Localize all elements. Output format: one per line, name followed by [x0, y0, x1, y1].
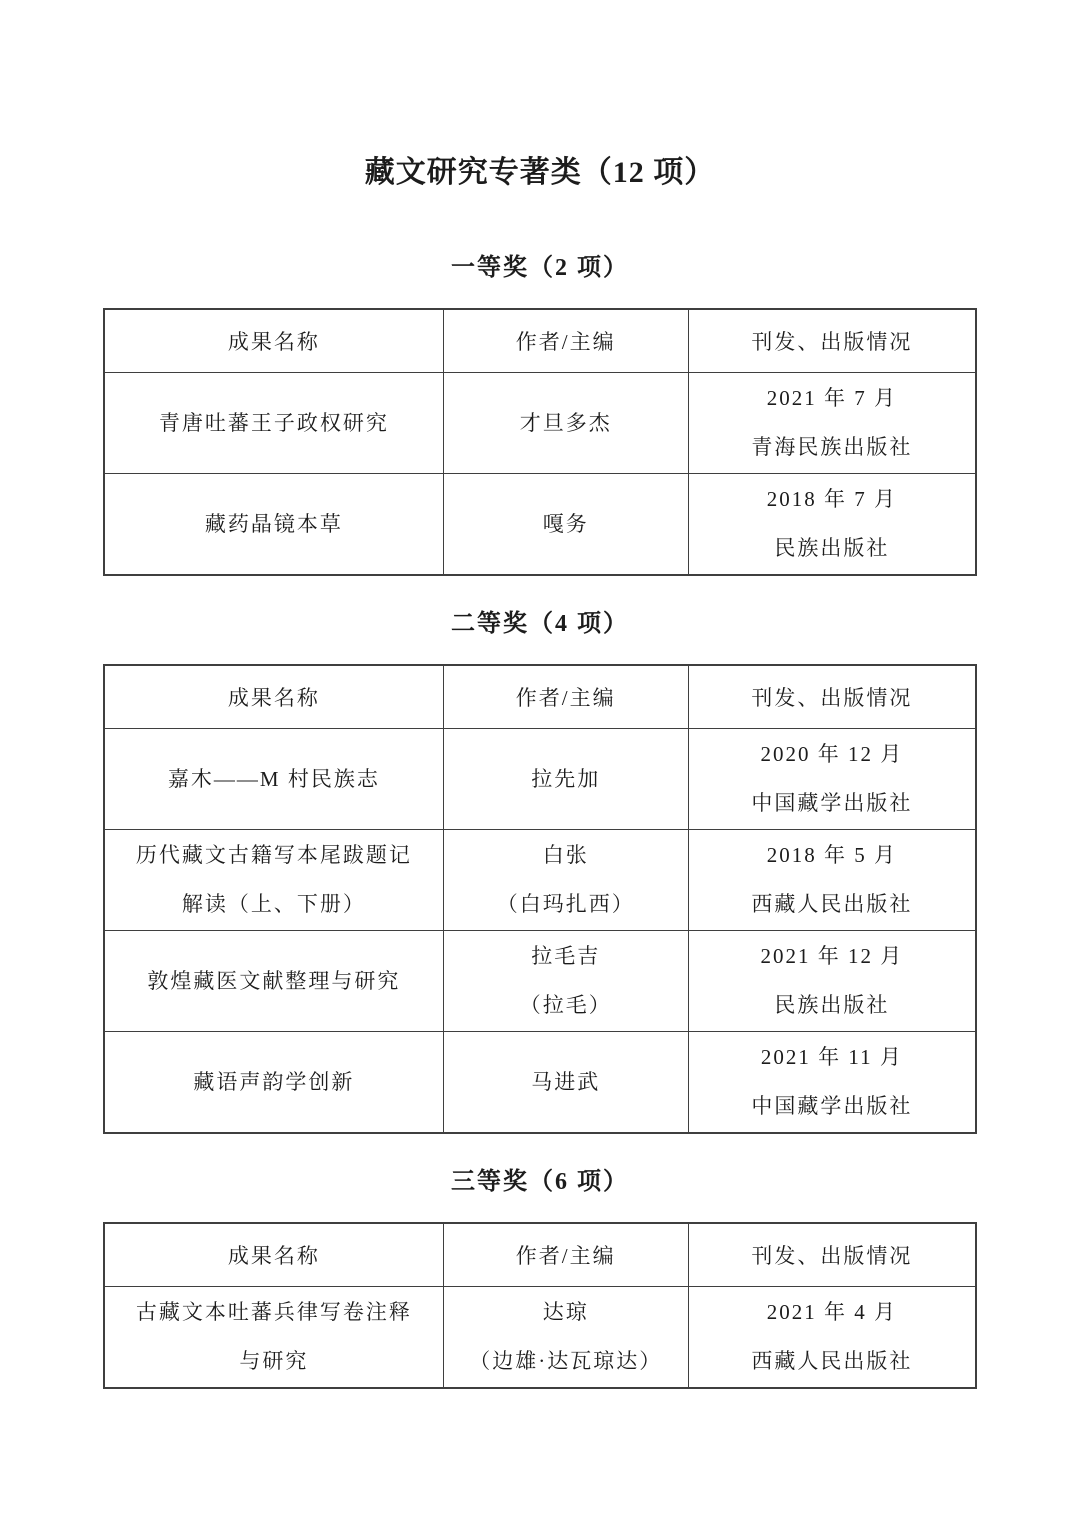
table-header-row — [104, 1223, 976, 1287]
work-name-line: 敦煌藏医文献整理与研究 — [147, 968, 401, 993]
work-name-line: 解读（上、下册） — [181, 892, 366, 916]
work-name-cell — [104, 1032, 443, 1134]
publisher-line: 中国藏学出版社 — [751, 1094, 913, 1118]
author-cell — [443, 474, 688, 576]
column-header-work-name: 成果名称 — [104, 665, 443, 729]
column-header-publication-status: 刊发、出版情况 — [688, 309, 976, 373]
publication-date-line: 2021 年 7 月 — [766, 386, 897, 410]
table-row — [104, 1032, 976, 1134]
work-name-cell — [104, 729, 443, 830]
column-header-publication-status: 刊发、出版情况 — [688, 665, 976, 729]
work-name-line: 青唐吐蕃王子政权研究 — [158, 410, 389, 435]
publication-cell — [688, 373, 976, 474]
awards-table-third-prize — [103, 1222, 977, 1389]
work-name-cell — [104, 830, 443, 931]
author-line: 嘎务 — [542, 511, 589, 536]
work-name-line: 与研究 — [239, 1349, 309, 1373]
awards-table-second-prize — [103, 664, 977, 1134]
table-header-row — [104, 665, 976, 729]
column-header-work-name: 成果名称 — [104, 309, 443, 373]
work-name-cell — [104, 474, 443, 576]
publication-cell — [688, 830, 976, 931]
table-row — [104, 373, 976, 474]
author-cell — [443, 1032, 688, 1134]
publication-date-line: 2021 年 11 月 — [760, 1045, 903, 1069]
author-cell — [443, 373, 688, 474]
publisher-line: 民族出版社 — [774, 993, 890, 1017]
author-cell — [443, 931, 688, 1032]
author-line: 才旦多杰 — [519, 410, 612, 435]
column-header-author-editor: 作者/主编 — [443, 309, 688, 373]
author-line: 白张 — [542, 843, 589, 867]
author-line: （边雄·达瓦琼达） — [469, 1349, 663, 1373]
publication-date-line: 2018 年 5 月 — [766, 843, 897, 867]
table-header-row — [104, 309, 976, 373]
table-row — [104, 830, 976, 931]
publisher-line: 青海民族出版社 — [751, 435, 913, 459]
work-name-cell — [104, 373, 443, 474]
section-heading-first-prize: 一等奖（2 项） — [451, 255, 629, 281]
column-header-author-editor: 作者/主编 — [443, 1223, 688, 1287]
author-cell — [443, 729, 688, 830]
author-line: 拉毛吉 — [531, 944, 601, 968]
column-header-publication-status: 刊发、出版情况 — [688, 1223, 976, 1287]
author-line: （白玛扎西） — [496, 892, 635, 916]
publisher-line: 民族出版社 — [774, 536, 890, 560]
table-row — [104, 729, 976, 830]
author-line: 马进武 — [531, 1069, 601, 1094]
publisher-line: 西藏人民出版社 — [751, 1349, 913, 1373]
publication-cell — [688, 729, 976, 830]
publication-date-line: 2021 年 12 月 — [760, 944, 904, 968]
table-row — [104, 1287, 976, 1389]
publication-date-line: 2021 年 4 月 — [766, 1300, 897, 1324]
table-row — [104, 931, 976, 1032]
work-name-line: 藏语声韵学创新 — [193, 1069, 355, 1094]
publication-date-line: 2020 年 12 月 — [760, 742, 904, 766]
publisher-line: 中国藏学出版社 — [751, 791, 913, 815]
publication-cell — [688, 474, 976, 576]
work-name-cell — [104, 1287, 443, 1389]
author-line: 拉先加 — [531, 766, 601, 791]
document-title: 藏文研究专著类（12 项） — [364, 156, 716, 189]
work-name-line: 藏药晶镜本草 — [204, 511, 343, 536]
section-heading-second-prize: 二等奖（4 项） — [451, 611, 629, 637]
author-cell — [443, 830, 688, 931]
column-header-work-name: 成果名称 — [104, 1223, 443, 1287]
section-heading-third-prize: 三等奖（6 项） — [451, 1169, 629, 1195]
work-name-line: 古藏文本吐蕃兵律写卷注释 — [135, 1300, 412, 1324]
publication-cell — [688, 1287, 976, 1389]
author-cell — [443, 1287, 688, 1389]
publication-cell — [688, 1032, 976, 1134]
column-header-author-editor: 作者/主编 — [443, 665, 688, 729]
publication-cell — [688, 931, 976, 1032]
work-name-cell — [104, 931, 443, 1032]
publisher-line: 西藏人民出版社 — [751, 892, 913, 916]
author-line: （拉毛） — [519, 993, 612, 1017]
author-line: 达琼 — [542, 1300, 589, 1324]
work-name-line: 历代藏文古籍写本尾跋题记 — [135, 843, 412, 867]
publication-date-line: 2018 年 7 月 — [766, 487, 897, 511]
table-row — [104, 474, 976, 576]
work-name-line: 嘉木——M 村民族志 — [167, 766, 380, 791]
awards-table-first-prize — [103, 308, 977, 576]
